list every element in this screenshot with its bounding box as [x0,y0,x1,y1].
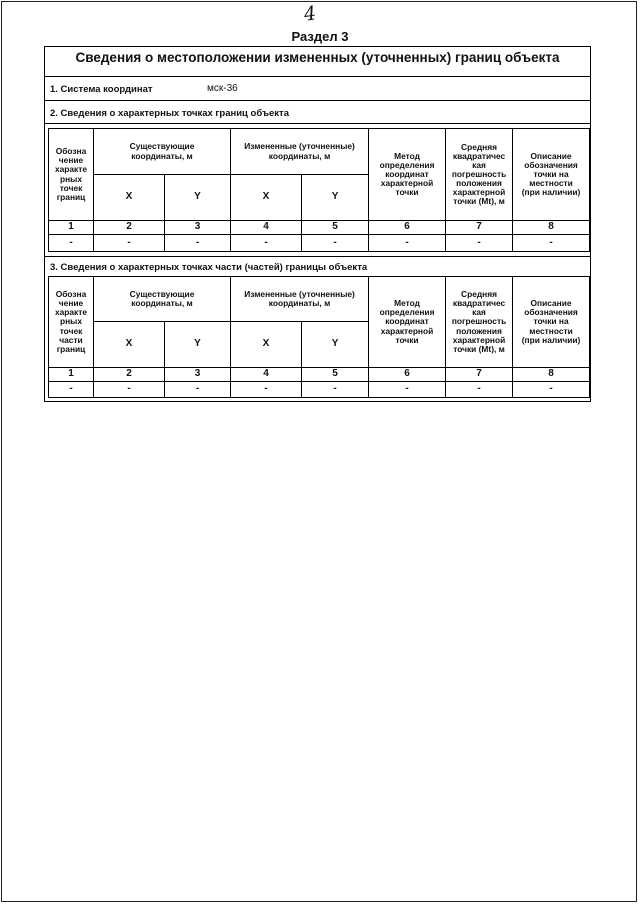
table-cell: - [165,235,231,252]
column-number: 2 [94,368,165,382]
title-separator [44,76,591,77]
column-number: 7 [446,368,513,382]
header-changed-x: X [231,175,302,221]
header-description: Описание обозначения точки на местности (при наличии) [513,129,590,221]
section3-heading: 3. Сведения о характерных точках части (частей) границы объекта [50,262,368,273]
header-existing-x: X [94,175,165,221]
column-number: 8 [513,221,590,235]
table-cell: - [94,235,165,252]
document-title: Сведения о местоположении измененных (уточненных) границ объекта [75,50,560,65]
column-number: 7 [446,221,513,235]
section3-points-table [48,276,590,398]
table-cell: - [302,382,369,398]
header-method: Метод определения координат характерной точки [369,129,446,221]
table-cell: - [513,382,590,398]
header-changed-y: Y [302,322,369,368]
table-cell: - [513,235,590,252]
header-description: Описание обозначения точки на местности (при наличии) [513,277,590,368]
header-existing-coordinates: Существующие координаты, м [94,277,231,322]
column-number: 6 [369,221,446,235]
column-number: 5 [302,221,369,235]
column-number: 1 [49,368,94,382]
column-number: 6 [369,368,446,382]
table-cell: - [231,235,302,252]
column-number-row [49,221,590,235]
header-existing-y: Y [165,322,231,368]
header-existing-coordinates: Существующие координаты, м [94,129,231,175]
column-number: 3 [165,368,231,382]
column-number: 3 [165,221,231,235]
table-cell: - [302,235,369,252]
table-cell: - [94,382,165,398]
header-existing-y: Y [165,175,231,221]
section3-separator [44,256,591,257]
column-number: 2 [94,221,165,235]
table-row [49,382,590,398]
column-number: 4 [231,368,302,382]
table-cell: - [49,382,94,398]
header-accuracy: Средняя квадратичес кая погрешность положения характерной точки (Mt), м [446,129,513,221]
page-number: 4 [302,2,318,26]
table-cell: - [49,235,94,252]
table-cell: - [446,382,513,398]
column-number-row [49,368,590,382]
header-method: Метод определения координат характерной точки [369,277,446,368]
table-cell: - [165,382,231,398]
header-changed-coordinates: Измененные (уточненные) координаты, м [231,129,369,175]
header-changed-coordinates: Измененные (уточненные) координаты, м [231,277,369,322]
column-number: 1 [49,221,94,235]
header-accuracy: Средняя квадратичес кая погрешность положения характерной точки (Mt), м [446,277,513,368]
header-designation: Обозна чение характе рных точек части границ [49,277,94,368]
header-existing-x: X [94,322,165,368]
section2-heading: 2. Сведения о характерных точках границ объекта [50,108,289,119]
table-cell: - [369,382,446,398]
table-cell: - [369,235,446,252]
coords-separator [44,100,591,101]
table-row [49,235,590,252]
section2-points-table [48,128,590,252]
section-label: Раздел 3 [291,29,349,44]
column-number: 8 [513,368,590,382]
coordinate-system-label: 1. Система координат [50,84,153,95]
table-cell: - [231,382,302,398]
header-designation: Обозна чение характе рных точек границ [49,129,94,221]
coordinate-system-value: мск-36 [207,83,238,94]
section2-separator [44,123,591,124]
header-changed-y: Y [302,175,369,221]
column-number: 5 [302,368,369,382]
table-cell: - [446,235,513,252]
column-number: 4 [231,221,302,235]
header-changed-x: X [231,322,302,368]
